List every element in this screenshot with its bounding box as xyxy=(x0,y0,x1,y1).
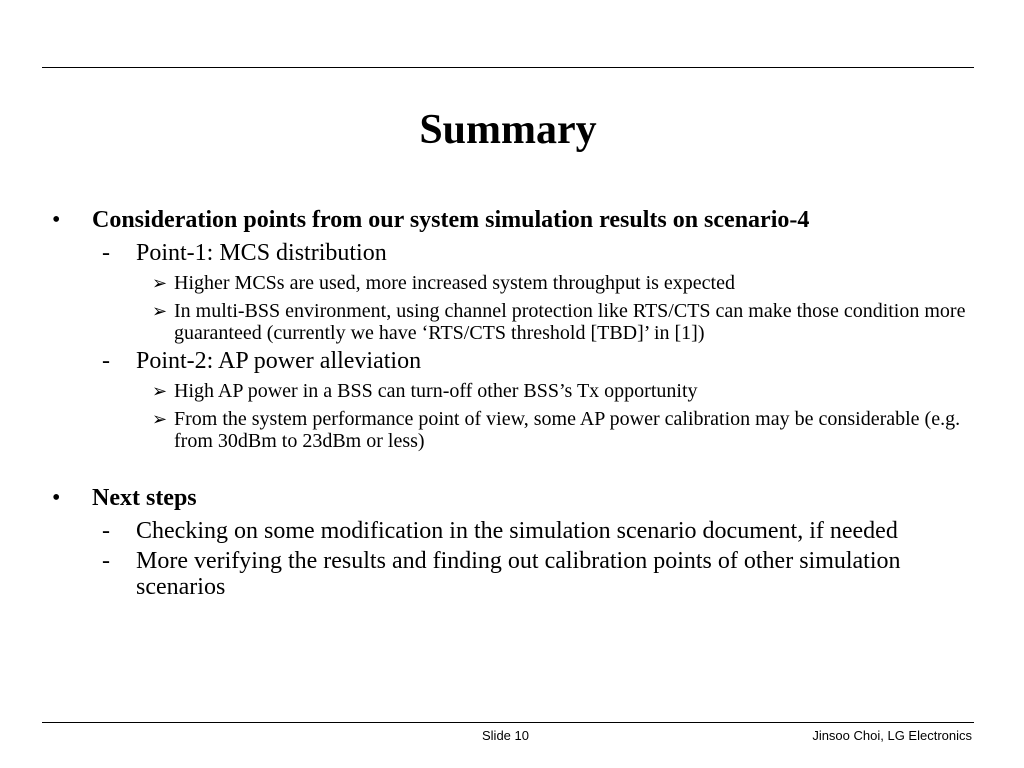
arrow-icon: ➢ xyxy=(152,409,168,429)
dash-icon: - xyxy=(102,548,110,574)
footer-rule xyxy=(42,722,974,723)
point-label: Point-1: MCS distribution xyxy=(136,240,387,266)
slide-number: Slide 10 xyxy=(482,728,529,743)
point-item xyxy=(52,348,972,374)
bullet-icon: • xyxy=(52,485,61,511)
subpoint-text: High AP power in a BSS can turn-off other BSS’s Tx opportunity xyxy=(174,380,698,402)
point-item xyxy=(52,548,972,600)
dash-icon: - xyxy=(102,518,110,544)
section-next-steps xyxy=(52,482,972,514)
section-consideration xyxy=(52,204,972,236)
arrow-icon: ➢ xyxy=(152,381,168,401)
slide-title: Summary xyxy=(419,107,597,153)
bullet-icon: • xyxy=(52,207,61,233)
point-label: Checking on some modification in the simulation scenario document, if needed xyxy=(136,518,898,544)
dash-icon: - xyxy=(102,348,110,374)
subpoint-text: In multi-BSS environment, using channel protection like RTS/CTS can make those condition more guaranteed (currently we have ‘RTS/CTS threshold [TBD]’ in [1]) xyxy=(174,300,966,344)
slide-content xyxy=(52,204,972,600)
subpoint-text: From the system performance point of view, some AP power calibration may be considerable (e.g. from 30dBm to 23dBm or less) xyxy=(174,408,961,452)
arrow-icon: ➢ xyxy=(152,273,168,293)
subpoint-item xyxy=(52,408,972,452)
subpoint-text: Higher MCSs are used, more increased system throughput is expected xyxy=(174,272,735,294)
subpoint-item xyxy=(52,300,972,344)
point-item xyxy=(52,518,972,544)
subpoint-item xyxy=(52,380,972,402)
section-heading: Next steps xyxy=(92,485,197,511)
point-label: Point-2: AP power alleviation xyxy=(136,348,422,374)
section-heading: Consideration points from our system simulation results on scenario-4 xyxy=(92,207,810,233)
section-gap xyxy=(52,452,972,482)
arrow-icon: ➢ xyxy=(152,301,168,321)
header-rule xyxy=(42,67,974,68)
footer-author: Jinsoo Choi, LG Electronics xyxy=(812,728,972,743)
point-item xyxy=(52,240,972,266)
dash-icon: - xyxy=(102,240,110,266)
point-label: More verifying the results and finding out calibration points of other simulation scenarios xyxy=(136,548,901,600)
subpoint-item xyxy=(52,272,972,294)
